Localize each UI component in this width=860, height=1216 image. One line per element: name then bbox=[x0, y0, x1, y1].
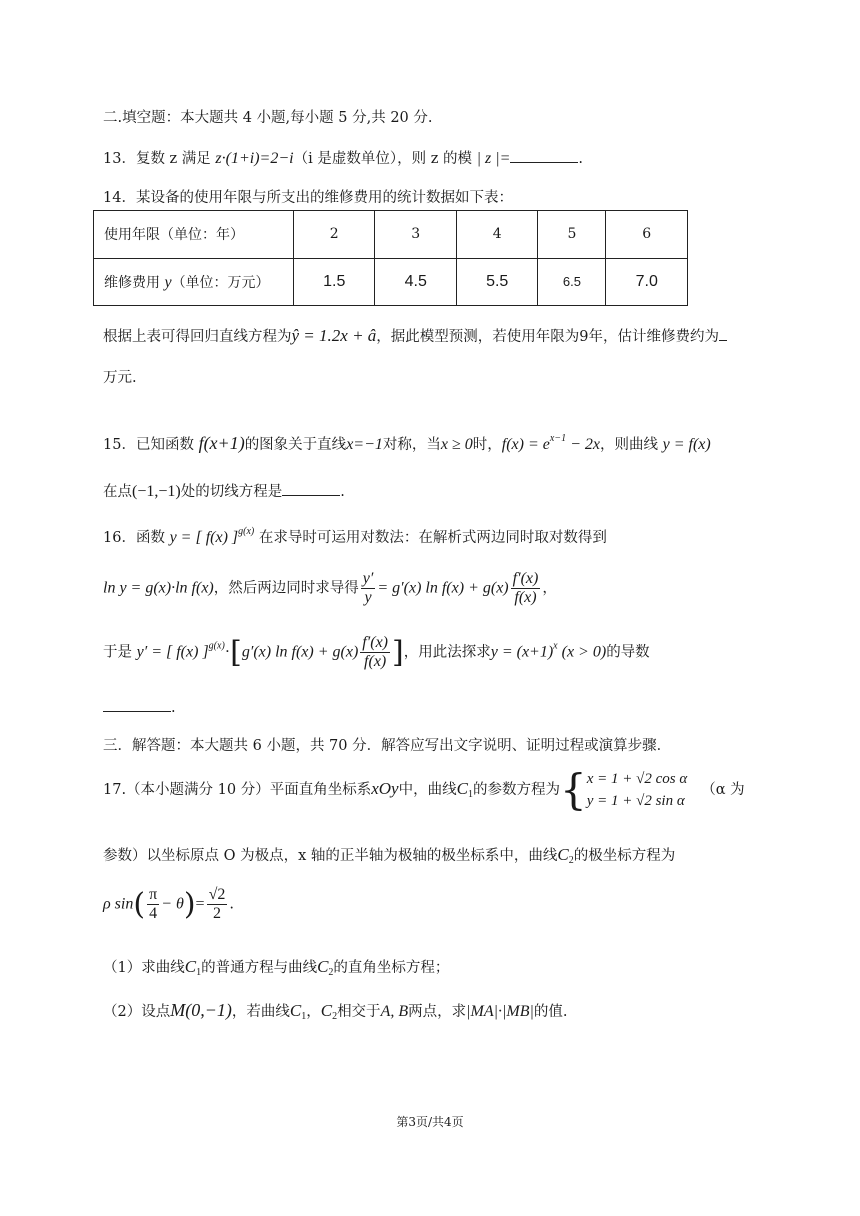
table-cell: 6 bbox=[606, 211, 688, 259]
part2-mid3: 相交于 bbox=[337, 1004, 381, 1020]
part2-mid2: ， bbox=[306, 1004, 321, 1020]
q15-point: (−1,−1) bbox=[132, 483, 181, 500]
q15-mid3: 时， bbox=[472, 437, 502, 453]
q16-rhs1: = g′(x) ln f(x) + g(x) bbox=[377, 579, 509, 597]
q15-cond: x ≥ 0 bbox=[440, 436, 473, 453]
q17-mid2: 的参数方程为 bbox=[472, 782, 560, 798]
q16-exp-2: g(x) bbox=[208, 640, 225, 652]
q15-answer-blank bbox=[282, 495, 340, 496]
q14-text-post: ，据此模型预测，若使用年限为9年，估计维修费约为 bbox=[376, 329, 720, 345]
parametric-system bbox=[587, 768, 688, 812]
table-cell: 3 bbox=[375, 211, 456, 259]
part2-ma-mb: |MA|·|MB| bbox=[466, 1003, 534, 1020]
q16-target-cond: (x > 0) bbox=[557, 643, 607, 661]
table-row bbox=[94, 258, 688, 306]
part1-c2-sub: 2 bbox=[328, 967, 334, 978]
q15-f1: f(x+1) bbox=[198, 433, 245, 453]
q15-line2-post: 处的切线方程是 bbox=[180, 484, 283, 500]
q15-curve: y = f(x) bbox=[662, 436, 711, 453]
q16-yprime-eq: y′ = [ f(x) ] bbox=[136, 643, 209, 661]
q16-ln-eq: ln y = g(x)·ln f(x) bbox=[103, 579, 214, 597]
q15-mid2: 对称，当 bbox=[382, 437, 441, 453]
fraction-sqrt2-over-2 bbox=[207, 886, 228, 923]
q16-comma: ， bbox=[542, 580, 557, 597]
part2-c1-sub: 1 bbox=[301, 1011, 307, 1022]
polar-theta: − θ bbox=[161, 895, 184, 913]
part2-pre: （2）设点 bbox=[103, 1004, 171, 1020]
table-cell: 5 bbox=[538, 211, 606, 259]
q17-line2-post: 的极坐标方程为 bbox=[573, 848, 676, 864]
q17-pre: 17.（本小题满分 10 分）平面直角坐标系 bbox=[103, 782, 372, 798]
question-16-line-3: 于是 y′ = [ f(x) ]$^{g(x)}$·[g′(x) ln f(x) + g(x) $\frac{f'(x)}{f(x)}$ ]，用此法探求$y = (x+1)^x$ (x > 0)的导数 bbox=[103, 634, 650, 670]
table-cell: 6.5 bbox=[538, 258, 606, 306]
row-label-cost-post: （单位：万元） bbox=[171, 274, 270, 291]
sys-y: y = 1 + √2 sin α bbox=[586, 793, 685, 809]
q16-line3-pre: 于是 bbox=[103, 644, 137, 661]
part2-ab: A, B bbox=[380, 1003, 409, 1020]
q15-mid4: ，则曲线 bbox=[599, 437, 663, 453]
table-cell: 4 bbox=[456, 211, 537, 259]
q16-answer-blank bbox=[103, 711, 171, 712]
sys-x: x = 1 + √2 cos α bbox=[586, 771, 688, 787]
q16-pre: 16．函数 bbox=[103, 530, 170, 546]
q17-mid: 中，曲线 bbox=[398, 782, 457, 798]
q15-mid: 的图象关于直线 bbox=[244, 437, 347, 453]
frac-den: f(x) bbox=[364, 653, 387, 670]
part2-end: 的值. bbox=[533, 1004, 568, 1020]
row-label-years: 使用年限（单位：年） bbox=[94, 211, 294, 259]
part2-mid4: 两点，求 bbox=[408, 1004, 467, 1020]
question-16-line-1 bbox=[103, 526, 607, 547]
part1-post: 的直角坐标方程； bbox=[333, 960, 450, 976]
table-cell: 2 bbox=[294, 211, 375, 259]
row-label-cost-var: y bbox=[164, 273, 172, 291]
q13-text: 13．复数 z 满足 bbox=[103, 151, 216, 167]
part1-mid: 的普通方程与曲线 bbox=[201, 960, 318, 976]
fraction-yp-over-y bbox=[361, 570, 376, 607]
q15-fdef-tail: − 2x bbox=[566, 436, 600, 453]
table-cell: 7.0 bbox=[606, 258, 688, 306]
part1-pre: （1）求曲线 bbox=[103, 960, 185, 976]
table-cell: 5.5 bbox=[456, 258, 537, 306]
frac-num: y′ bbox=[362, 570, 374, 587]
part1-c1: C bbox=[184, 957, 197, 976]
q14-text-pre: 根据上表可得回归直线方程为 bbox=[103, 329, 292, 345]
q13-mid: （i 是虚数单位），则 z 的模 bbox=[293, 151, 477, 167]
question-17-part-1 bbox=[103, 956, 449, 978]
point-m: M(0,−1) bbox=[170, 1000, 232, 1020]
frac-num: f′(x) bbox=[362, 634, 388, 651]
section-2-heading: 二.填空题：本大题共 4 小题,每小题 5 分,共 20 分. bbox=[103, 110, 433, 126]
table-cell: 1.5 bbox=[294, 258, 375, 306]
question-15-line-1 bbox=[103, 433, 711, 454]
question-17-part-2 bbox=[103, 1000, 568, 1022]
part2-c2-sub: 2 bbox=[332, 1011, 338, 1022]
table-cell: 4.5 bbox=[375, 258, 456, 306]
q15-pre: 15．已知函数 bbox=[103, 437, 199, 453]
question-14-end: 万元. bbox=[103, 370, 137, 386]
part1-c2: C bbox=[317, 957, 329, 976]
frac-num: √2 bbox=[208, 886, 226, 903]
table-row bbox=[94, 211, 688, 259]
q16-line3-post: ，用此法探求 bbox=[403, 644, 491, 661]
fraction-fp-over-f-2 bbox=[360, 634, 390, 671]
q15-axis: x=−1 bbox=[346, 436, 383, 453]
question-17-line-2 bbox=[103, 844, 675, 866]
q13-abs: | z |= bbox=[476, 150, 511, 167]
q17-c1-sub: 1 bbox=[467, 789, 473, 800]
row-label-cost bbox=[94, 258, 294, 306]
q13-answer-blank bbox=[510, 162, 578, 163]
q15-fdef: f(x) = e bbox=[501, 436, 550, 453]
q16-target: y = (x+1) bbox=[490, 643, 554, 661]
polar-equation: ρ sin( $\frac{\pi}{4}$ − θ)= $\frac{√2}{2}$ . bbox=[103, 886, 234, 922]
q16-exp: g(x) bbox=[238, 526, 255, 537]
q16-target-exp: x bbox=[553, 640, 558, 652]
question-13 bbox=[103, 147, 583, 168]
polar-eq: = bbox=[195, 895, 205, 913]
frac-den: 4 bbox=[149, 905, 158, 922]
q15-end: . bbox=[340, 484, 345, 500]
q13-end: . bbox=[578, 151, 583, 167]
q17-post: （α 为 bbox=[701, 782, 745, 798]
q17-xoy: xOy bbox=[371, 779, 399, 798]
q16-y-eq: y = [ f(x) ] bbox=[169, 529, 239, 546]
question-16-line-4 bbox=[103, 700, 176, 716]
q16-rhs-inner: g′(x) ln f(x) + g(x) bbox=[241, 643, 359, 661]
polar-pre: ρ sin bbox=[103, 895, 134, 913]
part2-c1: C bbox=[289, 1001, 302, 1020]
page-footer: 第3页/共4页 bbox=[396, 1115, 464, 1129]
question-15-line-2 bbox=[103, 480, 345, 501]
q15-fdef-exp: x−1 bbox=[549, 433, 567, 444]
frac-den: 2 bbox=[212, 905, 221, 922]
frac-num: f′(x) bbox=[512, 570, 539, 587]
question-14-text bbox=[103, 325, 727, 346]
q16-end: . bbox=[171, 700, 176, 716]
q16-line2-mid: ，然后两边同时求导得 bbox=[213, 580, 359, 597]
question-16-line-2 bbox=[103, 570, 557, 607]
q17-c1: C bbox=[456, 779, 468, 798]
maintenance-data-table bbox=[93, 210, 688, 306]
part1-c1-sub: 1 bbox=[196, 967, 202, 978]
frac-num: π bbox=[149, 886, 158, 903]
question-14-intro: 14．某设备的使用年限与所支出的维修费用的统计数据如下表： bbox=[103, 190, 513, 206]
frac-den: y bbox=[364, 589, 372, 606]
q17-c2-sub: 2 bbox=[568, 855, 574, 866]
polar-end: . bbox=[229, 896, 234, 913]
q16-post: 在求导时可运用对数法：在解析式两边同时取对数得到 bbox=[254, 530, 607, 546]
q13-formula: z·(1+i)=2−i bbox=[215, 150, 294, 167]
system-brace: { bbox=[559, 765, 587, 814]
q17-c2: C bbox=[557, 845, 569, 864]
part2-c2: C bbox=[320, 1001, 333, 1020]
q16-line3-end: 的导数 bbox=[606, 644, 650, 661]
part2-mid: ，若曲线 bbox=[231, 1004, 290, 1020]
q15-line2-pre: 在点 bbox=[103, 484, 132, 500]
row-label-cost-pre: 维修费用 bbox=[104, 274, 165, 291]
q14-answer-blank bbox=[719, 340, 727, 341]
fraction-fp-over-f bbox=[511, 570, 541, 607]
regression-equation: ŷ = 1.2x + â bbox=[291, 326, 377, 345]
q17-line2: 参数）以坐标原点 O 为极点，x 轴的正半轴为极轴的极坐标系中，曲线 bbox=[103, 848, 558, 864]
section-3-heading: 三．解答题：本大题共 6 小题，共 70 分．解答应写出文字说明、证明过程或演算步骤． bbox=[103, 738, 672, 754]
frac-den: f(x) bbox=[514, 589, 537, 606]
fraction-pi-over-4 bbox=[147, 886, 159, 923]
question-17-line-1 bbox=[103, 765, 745, 814]
